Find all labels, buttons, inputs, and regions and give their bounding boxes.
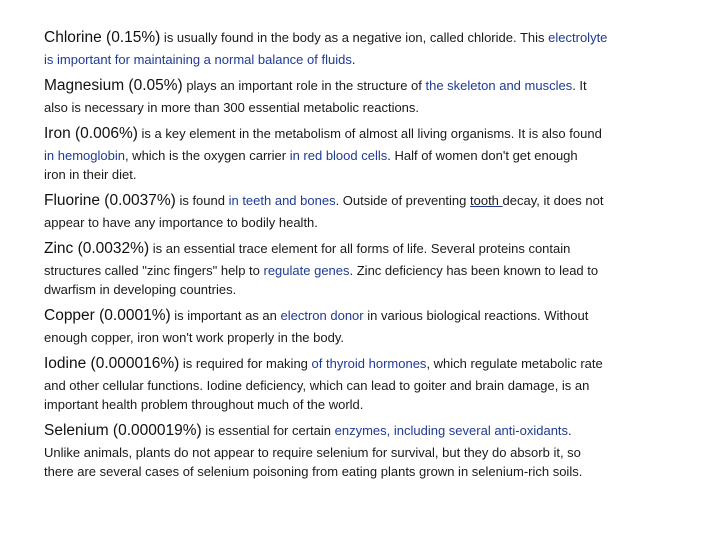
trace-elements-text: [44, 26, 684, 486]
text-span: . It: [572, 78, 587, 93]
element-paragraph: [44, 74, 684, 117]
text-line: [44, 74, 684, 98]
element-name: Chlorine (0.15%): [44, 29, 161, 46]
highlighted-phrase: the skeleton and muscles: [425, 78, 573, 93]
element-paragraph: [44, 189, 684, 232]
element-name: Magnesium (0.05%): [44, 77, 183, 94]
text-span: enough copper, iron won't work properly in the body.: [44, 330, 344, 345]
text-span: structures called "zinc fingers" help to: [44, 263, 264, 278]
highlighted-phrase: in red blood cells: [289, 148, 388, 163]
text-span: iron in their diet.: [44, 167, 137, 182]
highlighted-phrase: electron donor: [280, 308, 364, 323]
text-span: also is necessary in more than 300 essential metabolic reactions.: [44, 100, 420, 115]
text-line: [44, 26, 684, 50]
text-line: [44, 462, 684, 481]
highlighted-phrase: regulate genes: [263, 263, 350, 278]
text-span: .: [568, 423, 572, 438]
highlighted-phrase: enzymes, including several anti-oxidants: [334, 423, 569, 438]
text-span: is an essential trace element for all forms of life. Several proteins contain: [149, 241, 571, 256]
highlighted-phrase: is important for maintaining a normal balance of fluids: [44, 52, 352, 67]
text-span: is a key element in the metabolism of almost all living organisms. It is also found: [137, 126, 602, 141]
element-name: Selenium (0.000019%): [44, 422, 202, 439]
element-paragraph: [44, 122, 684, 184]
text-line: [44, 395, 684, 414]
text-span: there are several cases of selenium poisoning from eating plants grown in selenium-rich soils.: [44, 464, 583, 479]
text-span: .: [351, 52, 356, 67]
text-line: [44, 189, 684, 213]
element-paragraph: [44, 26, 684, 69]
text-span: , which regulate metabolic rate: [426, 356, 603, 371]
text-line: [44, 352, 684, 376]
highlighted-phrase: electrolyte: [548, 30, 608, 45]
text-span: . Outside of preventing: [335, 193, 470, 208]
element-name: Copper (0.0001%): [44, 307, 171, 324]
element-paragraph: [44, 304, 684, 347]
text-span: is essential for certain: [201, 423, 335, 438]
highlighted-phrase: of thyroid hormones: [311, 356, 427, 371]
text-line: [44, 165, 684, 184]
highlighted-phrase: in hemoglobin: [44, 148, 125, 163]
text-span: plays an important role in the structure of: [182, 78, 426, 93]
text-span: . Half of women don't get enough: [387, 148, 578, 163]
text-span: in various biological reactions. Without: [363, 308, 589, 323]
text-span: appear to have any importance to bodily health.: [44, 215, 318, 230]
text-span: is required for making: [179, 356, 312, 371]
highlighted-phrase: in teeth and bones: [228, 193, 336, 208]
element-paragraph: [44, 419, 684, 481]
text-line: [44, 328, 684, 347]
text-line: [44, 419, 684, 443]
element-paragraph: [44, 237, 684, 299]
text-span: important health problem throughout much of the world.: [44, 397, 364, 412]
text-span: and other cellular functions. Iodine deficiency, which can lead to goiter and brain damage, is an: [44, 378, 590, 393]
text-span: Unlike animals, plants do not appear to require selenium for survival, but they do absorb it, so: [44, 445, 581, 460]
text-line: [44, 280, 684, 299]
element-name: Zinc (0.0032%): [44, 240, 150, 257]
text-span: is important as an: [170, 308, 281, 323]
text-line: [44, 50, 684, 69]
text-span: decay, it does not: [502, 193, 604, 208]
element-name: Iron (0.006%): [44, 125, 138, 142]
text-span: is found: [175, 193, 229, 208]
element-name: Iodine (0.000016%): [44, 355, 180, 372]
text-line: [44, 122, 684, 146]
text-line: [44, 237, 684, 261]
text-line: [44, 304, 684, 328]
text-span: . Zinc deficiency has been known to lead to: [349, 263, 599, 278]
text-span: is usually found in the body as a negative ion, called chloride. This: [160, 30, 549, 45]
text-line: [44, 213, 684, 232]
text-span: , which is the oxygen carrier: [124, 148, 290, 163]
text-line: [44, 376, 684, 395]
text-line: [44, 261, 684, 280]
element-name: Fluorine (0.0037%): [44, 192, 176, 209]
element-paragraph: [44, 352, 684, 414]
text-line: [44, 443, 684, 462]
underlined-link[interactable]: tooth: [470, 193, 503, 208]
text-line: [44, 98, 684, 117]
text-span: dwarfism in developing countries.: [44, 282, 237, 297]
text-line: [44, 146, 684, 165]
